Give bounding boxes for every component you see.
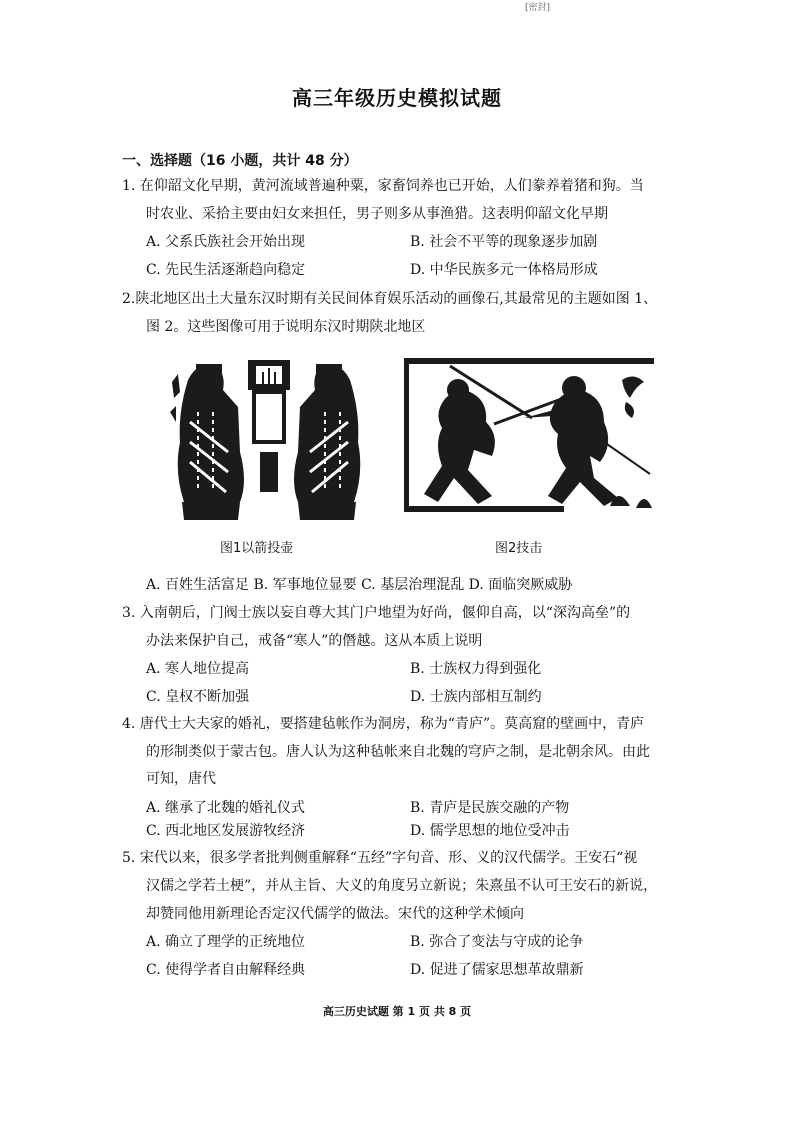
q1-option-a: A. 父系氏族社会开始出现 [146,234,306,250]
q5-option-b: B. 弥合了变法与守成的论争 [410,934,584,950]
q4-stem-line2: 的形制类似于蒙古包。唐人认为这种毡帐来自北魏的穹庐之制，是北朝余风。由此 [146,744,650,760]
figure-2-image [404,358,654,524]
q3-option-b: B. 士族权力得到强化 [410,661,542,677]
q5-stem-line2: 汉儒之学若土梗”，并从主旨、大义的角度另立新说；朱熹虽不认可王安石的新说， [146,878,658,894]
section-heading: 一、选择题（16 小题，共计 48 分） [122,153,358,169]
page-title: 高三年级历史模拟试题 [292,86,502,110]
q3-option-a: A. 寒人地位提高 [146,661,250,677]
q4-option-d: D. 儒学思想的地位受冲击 [410,823,570,839]
q4-option-a: A. 继承了北魏的婚礼仪式 [146,800,306,816]
q5-stem-line3: 却赞同他用新理论否定汉代儒学的做法。宋代的这种学术倾向 [146,906,524,922]
figure-2-caption: 图2技击 [495,541,543,556]
q5-stem-line1: 5. 宋代以来，很多学者批判侧重解释“五经”字句音、形、义的汉代儒学。王安石“视 [122,850,638,866]
q1-option-b: B. 社会不平等的现象逐步加剧 [410,234,598,250]
q5-option-d: D. 促进了儒家思想革故鼎新 [410,962,584,978]
q2-stem-line2: 图 2。这些图像可用于说明东汉时期陕北地区 [146,319,426,335]
figure-1-image [168,352,370,524]
q2-options: A. 百姓生活富足 B. 军事地位显要 C. 基层治理混乱 D. 面临突厥威胁 [146,577,573,593]
q4-stem-line3: 可知，唐代 [146,771,216,787]
q1-option-d: D. 中华民族多元一体格局形成 [410,262,598,278]
seal-mark: [密封] [525,3,551,13]
q1-stem-line2: 时农业、采拾主要由妇女来担任，男子则多从事渔猎。这表明仰韶文化早期 [146,206,608,222]
q3-option-c: C. 皇权不断加强 [146,689,250,705]
q5-option-a: A. 确立了理学的正统地位 [146,934,306,950]
q4-option-b: B. 青庐是民族交融的产物 [410,800,570,816]
q1-option-c: C. 先民生活逐渐趋向稳定 [146,262,306,278]
q2-stem-line1: 2.陕北地区出土大量东汉时期有关民间体育娱乐活动的画像石,其最常见的主题如图 1、 [122,291,658,307]
q1-stem-line1: 1. 在仰韶文化早期，黄河流域普遍种粟，家畜饲养也已开始，人们豢养着猪和狗。当 [122,178,644,194]
q4-stem-line1: 4. 唐代士大夫家的婚礼，要搭建毡帐作为洞房，称为“青庐”。莫高窟的壁画中，青庐 [122,716,645,732]
q3-stem-line2: 办法来保护自己，戒备“寒人”的僭越。这从本质上说明 [146,633,483,649]
q3-stem-line1: 3. 入南朝后，门阀士族以妄自尊大其门户地望为好尚，偃仰自高，以“深沟高垒”的 [122,605,631,621]
page-footer: 高三历史试题 第 1 页 共 8 页 [322,1005,472,1018]
figure-1-caption: 图1以箭投壶 [220,541,294,556]
q3-option-d: D. 士族内部相互制约 [410,689,542,705]
q4-option-c: C. 西北地区发展游牧经济 [146,823,306,839]
q5-option-c: C. 使得学者自由解释经典 [146,962,306,978]
